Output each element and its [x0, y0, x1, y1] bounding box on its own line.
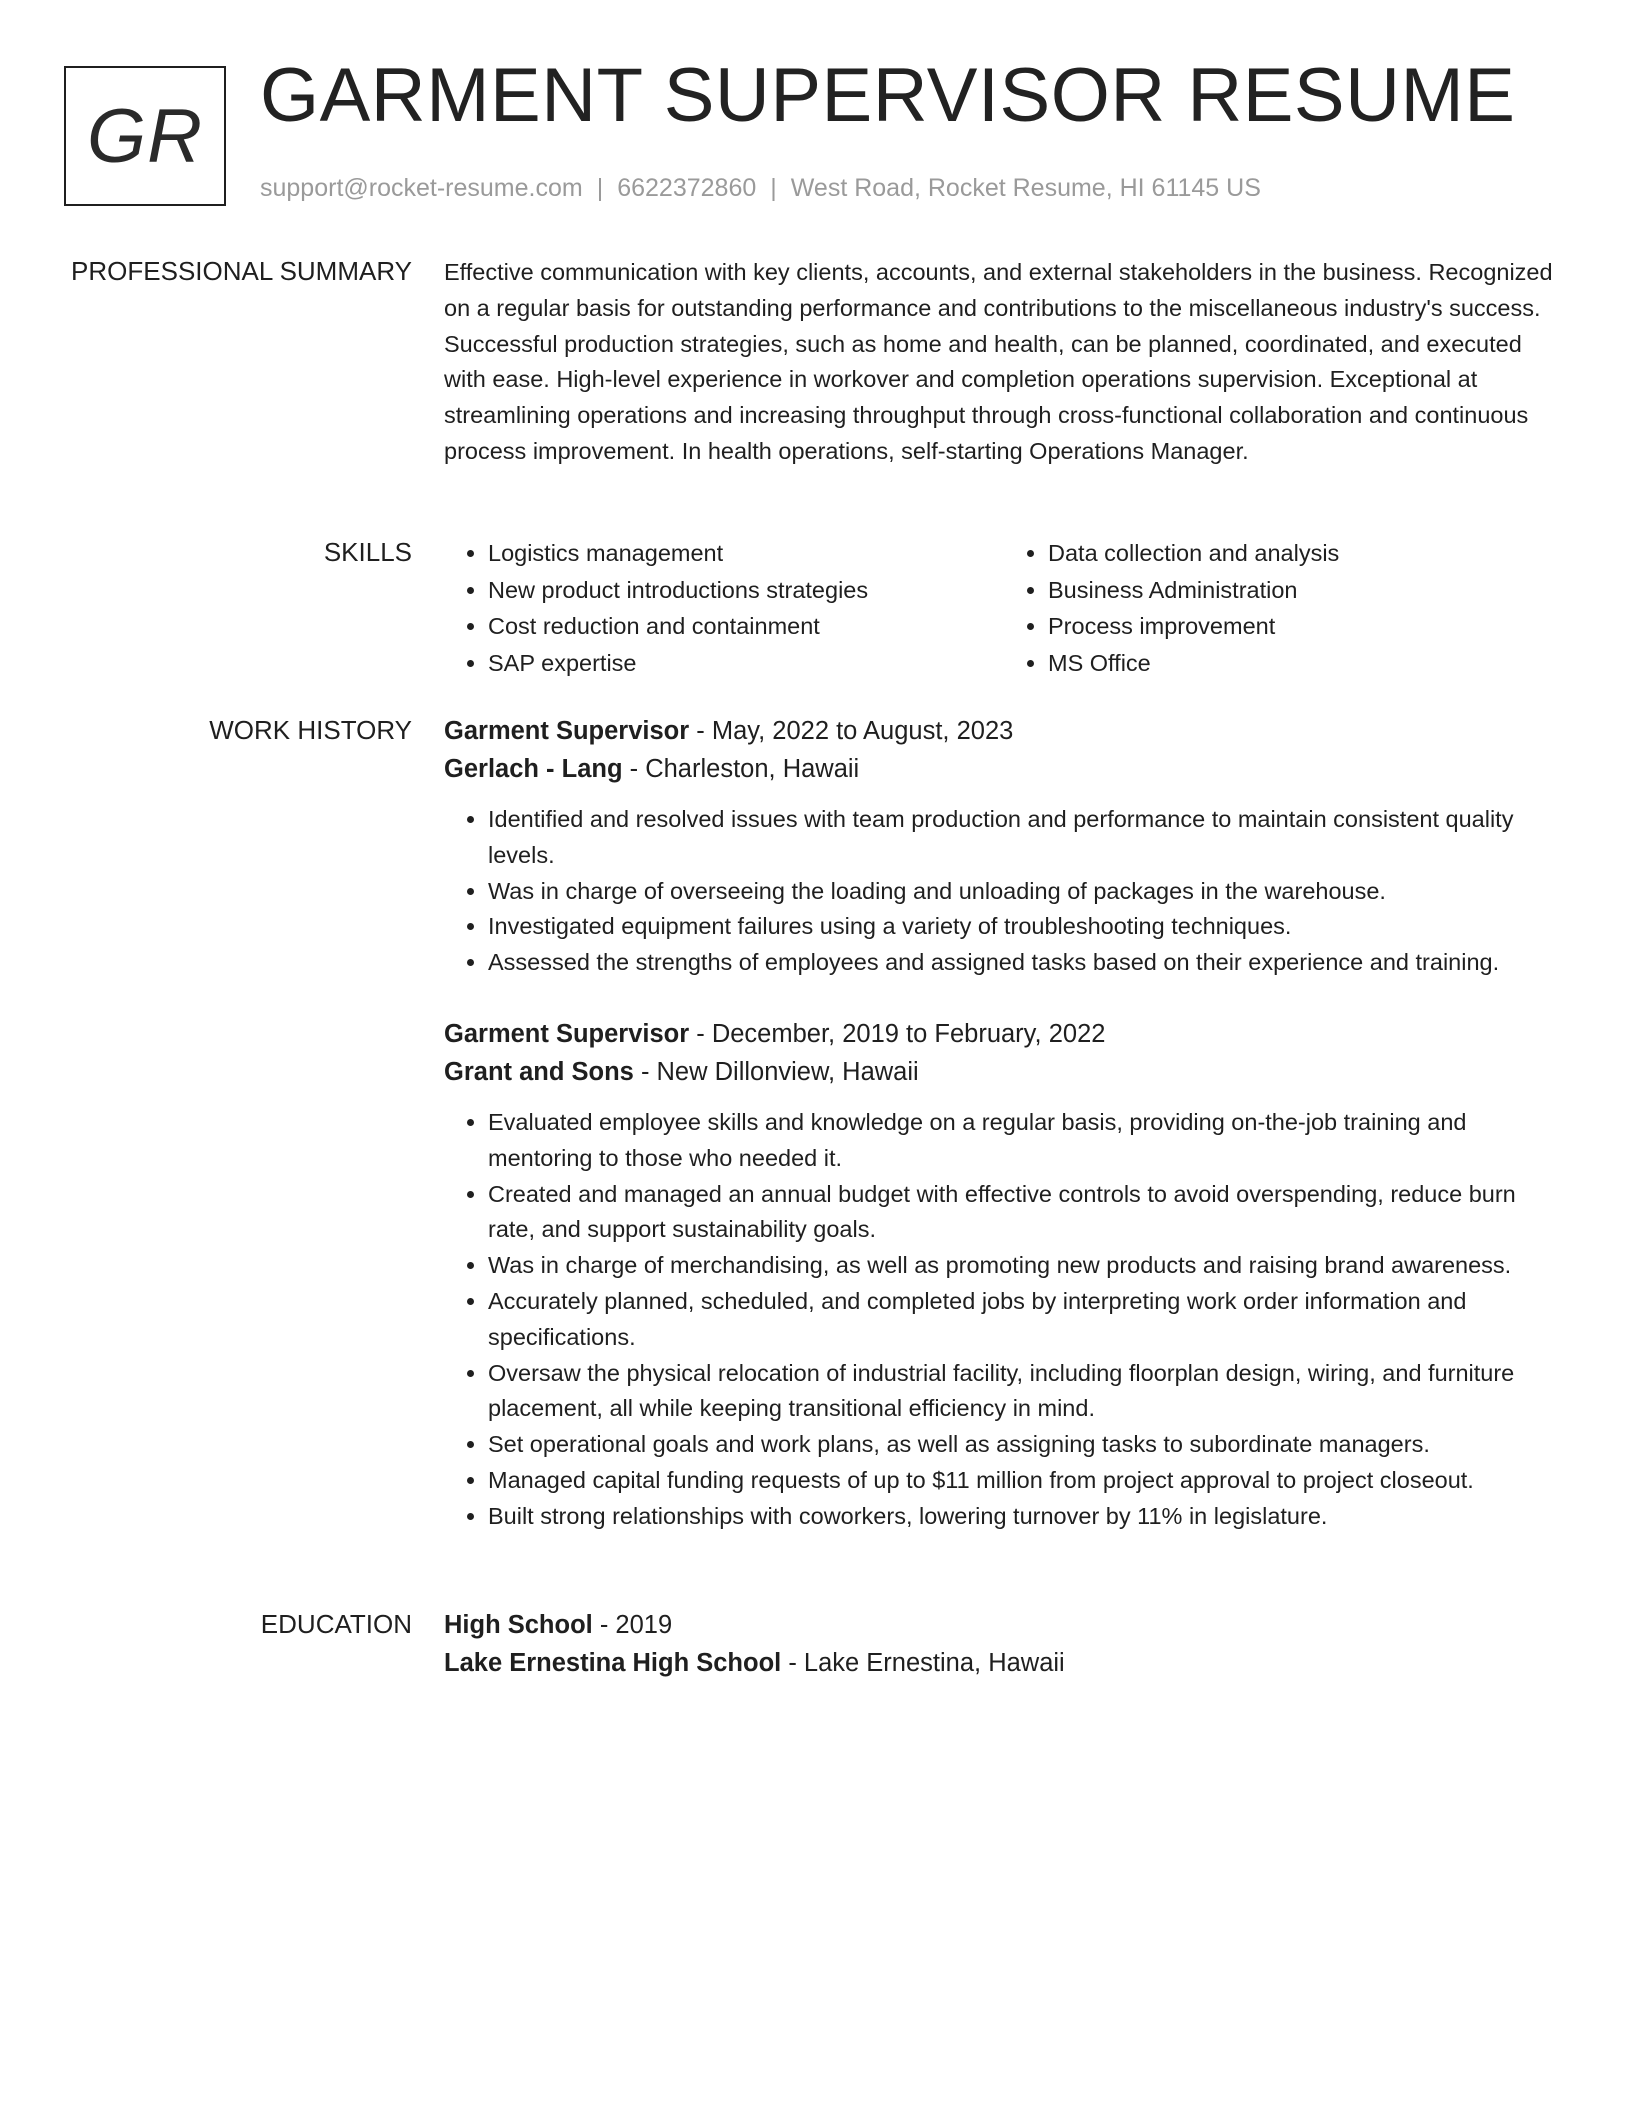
- job-title: Garment Supervisor: [444, 717, 690, 745]
- skills-label: SKILLS: [323, 537, 412, 567]
- contact-email[interactable]: support@rocket-resume.com: [260, 174, 583, 202]
- skill-item: • MS Office: [1048, 645, 1564, 682]
- contact-separator: |: [770, 174, 777, 202]
- education-entry: [444, 1606, 1564, 1682]
- job-bullet: • Evaluated employee skills and knowledge on a regular basis, providing on-the-job training and mentoring to those who needed it.: [488, 1105, 1564, 1177]
- contact-phone[interactable]: 6622372860: [617, 174, 757, 202]
- school-name: Lake Ernestina High School: [444, 1649, 782, 1677]
- job-location: - Charleston, Hawaii: [622, 755, 860, 783]
- skill-item: • SAP expertise: [488, 645, 1004, 682]
- job-dates: - May, 2022 to August, 2023: [689, 717, 1014, 745]
- job-bullet: • Accurately planned, scheduled, and completed jobs by interpreting work order information and specifications.: [488, 1284, 1564, 1356]
- job-bullet: • Identified and resolved issues with team production and performance to maintain consistent quality levels.: [488, 802, 1564, 874]
- graduation-year: - 2019: [592, 1611, 673, 1639]
- job-bullet: • Built strong relationships with coworkers, lowering turnover by 11% in legislature.: [488, 1499, 1564, 1535]
- skills-content: [444, 535, 1564, 681]
- contact-separator: |: [596, 174, 604, 202]
- monogram-initials: GR: [87, 93, 203, 179]
- skills-list-right: [1004, 535, 1564, 681]
- skill-item: • Business Administration: [1048, 572, 1564, 609]
- work-label: WORK HISTORY: [209, 715, 412, 745]
- job-location: - New Dillonview, Hawaii: [633, 1058, 919, 1086]
- job-bullet: • Created and managed an annual budget with effective controls to avoid overspending, reduce burn rate, and support sustainability goals.: [488, 1177, 1564, 1249]
- job-title: Garment Supervisor: [444, 1020, 690, 1048]
- job-company-line: [444, 750, 1564, 788]
- job-title-line: [444, 1015, 1564, 1053]
- summary-content: [444, 255, 1564, 470]
- job-bullet: • Assessed the strengths of employees and assigned tasks based on their experience and training.: [488, 945, 1564, 981]
- job-title-line: [444, 712, 1564, 750]
- skill-item: • Process improvement: [1048, 608, 1564, 645]
- skill-item: • Data collection and analysis: [1048, 535, 1564, 572]
- job-company: Gerlach - Lang: [444, 755, 623, 783]
- school-location: - Lake Ernestina, Hawaii: [781, 1649, 1065, 1677]
- summary-label: PROFESSIONAL SUMMARY: [71, 256, 412, 286]
- job-entry: [444, 1015, 1564, 1535]
- job-bullets: [444, 1105, 1564, 1535]
- education-label: EDUCATION: [260, 1609, 412, 1639]
- job-bullet: • Investigated equipment failures using a variety of troubleshooting techniques.: [488, 909, 1564, 945]
- contact-line: [260, 174, 1261, 203]
- monogram-box: [64, 66, 226, 206]
- summary-text: Effective communication with key clients, accounts, and external stakeholders in the business. Recognized on a regular basis for outstanding performance and contributions to the miscellaneous industry's success. Successful production strategies, such as home and health, can be planned, coordinated, and executed with ease. High-level experience in workover and completion operations supervision. Exceptional at streamlining operations and increasing throughput through cross-functional collaboration and continuous process improvement. In health operations, self-starting Operations Manager.: [444, 259, 1553, 464]
- job-company-line: [444, 1053, 1564, 1091]
- school-line: [444, 1644, 1564, 1682]
- degree: High School: [444, 1611, 593, 1639]
- skill-item: • Logistics management: [488, 535, 1004, 572]
- job-bullet: • Managed capital funding requests of up to $11 million from project approval to project closeout.: [488, 1463, 1564, 1499]
- skill-item: • New product introductions strategies: [488, 572, 1004, 609]
- resume-title: GARMENT SUPERVISOR RESUME: [260, 53, 1516, 138]
- skill-item: • Cost reduction and containment: [488, 608, 1004, 645]
- job-bullet: • Was in charge of overseeing the loading and unloading of packages in the warehouse.: [488, 874, 1564, 910]
- contact-address: West Road, Rocket Resume, HI 61145 US: [790, 174, 1261, 202]
- job-bullets: [444, 802, 1564, 981]
- degree-line: [444, 1606, 1564, 1644]
- job-company: Grant and Sons: [444, 1058, 634, 1086]
- skills-list-left: [444, 535, 1004, 681]
- job-bullet: • Oversaw the physical relocation of industrial facility, including floorplan design, wiring, and furniture placement, all while keeping transitional efficiency in mind.: [488, 1356, 1564, 1428]
- job-entry: [444, 712, 1564, 981]
- job-bullet: • Set operational goals and work plans, as well as assigning tasks to subordinate managers.: [488, 1427, 1564, 1463]
- job-dates: - December, 2019 to February, 2022: [689, 1020, 1106, 1048]
- job-bullet: • Was in charge of merchandising, as well as promoting new products and raising brand awareness.: [488, 1248, 1564, 1284]
